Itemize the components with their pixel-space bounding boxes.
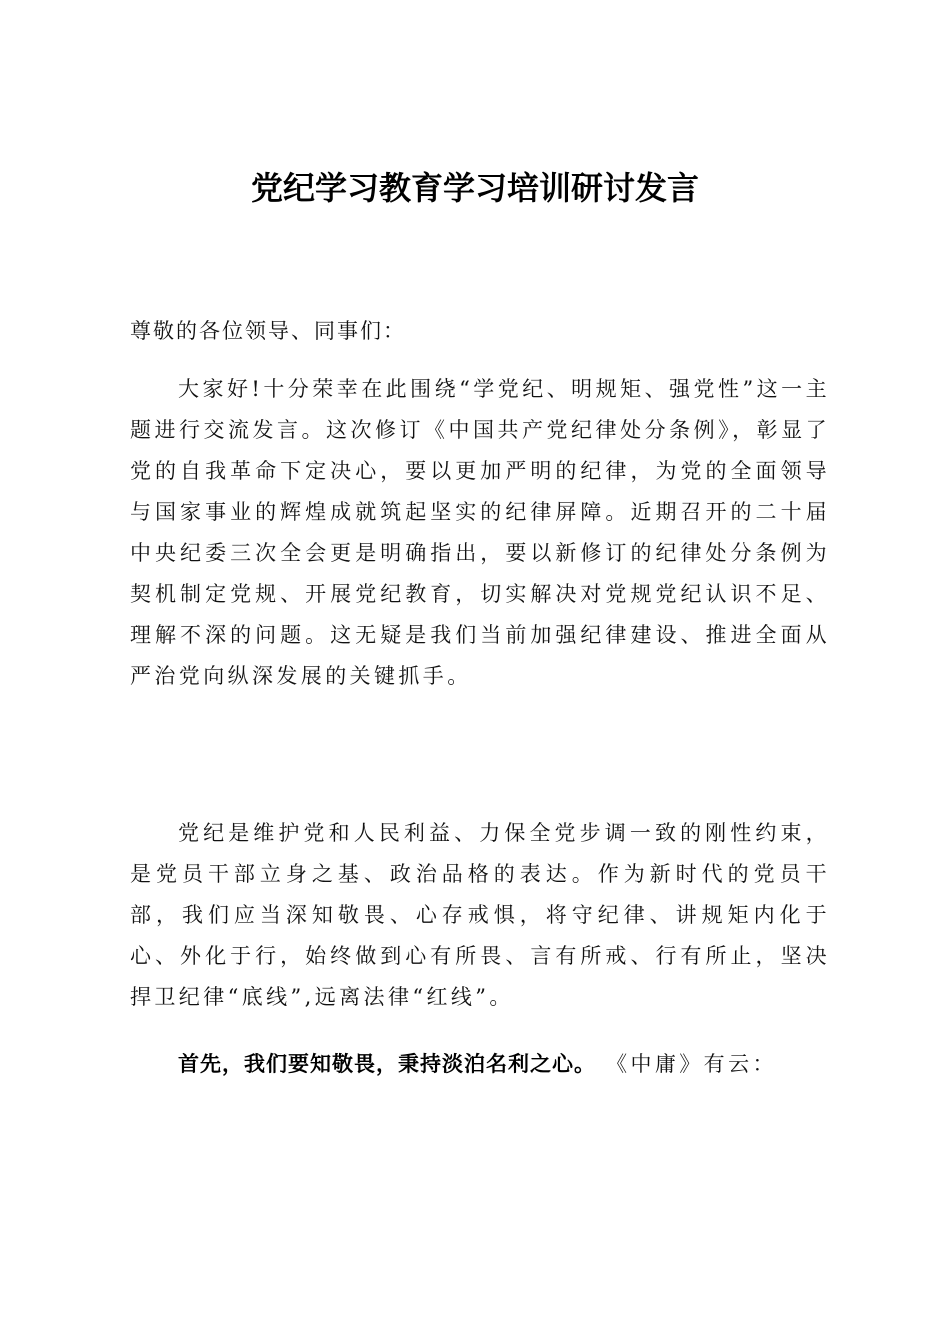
paragraph-discipline: 党纪是维护党和人民利益、力保全党步调一致的刚性约束，是党员干部立身之基、政治品格的表达。作为新时代的党员干部，我们应当深知敬畏、心存戒惧，将守纪律、讲规矩内化于心、外化于行，始终做到心有所畏、言有所戒、行有所止，坚决捍卫纪律“底线”,远离法律“红线”。 xyxy=(130,821,830,1009)
paragraph-intro: 大家好!十分荣幸在此围绕“学党纪、明规矩、强党性”这一主题进行交流发言。这次修订《中国共产党纪律处分条例》，彰显了党的自我革命下定决心，要以更加严明的纪律，为党的全面领导与国家事业的辉煌成就筑起坚实的纪律屏障。近期召开的二十届中央纪委三次全会更是明确指出，要以新修订的纪律处分条例为契机制定党规、开展党纪教育，切实解决对党规党纪认识不足、理解不深的问题。这无疑是我们当前加强纪律建设、推进全面从严治党向纵深发展的关键抓手。 xyxy=(130,377,830,688)
document-title: 党纪学习教育学习培训研讨发言 xyxy=(250,169,699,207)
bold-lead-sentence: 首先，我们要知敬畏，秉持淡泊名利之心。 xyxy=(178,1052,596,1076)
paragraph-first-point xyxy=(130,1044,830,1085)
paragraph-continuation: 《中庸》有云： xyxy=(606,1052,777,1076)
salutation: 尊敬的各位领导、同事们： xyxy=(130,319,406,343)
